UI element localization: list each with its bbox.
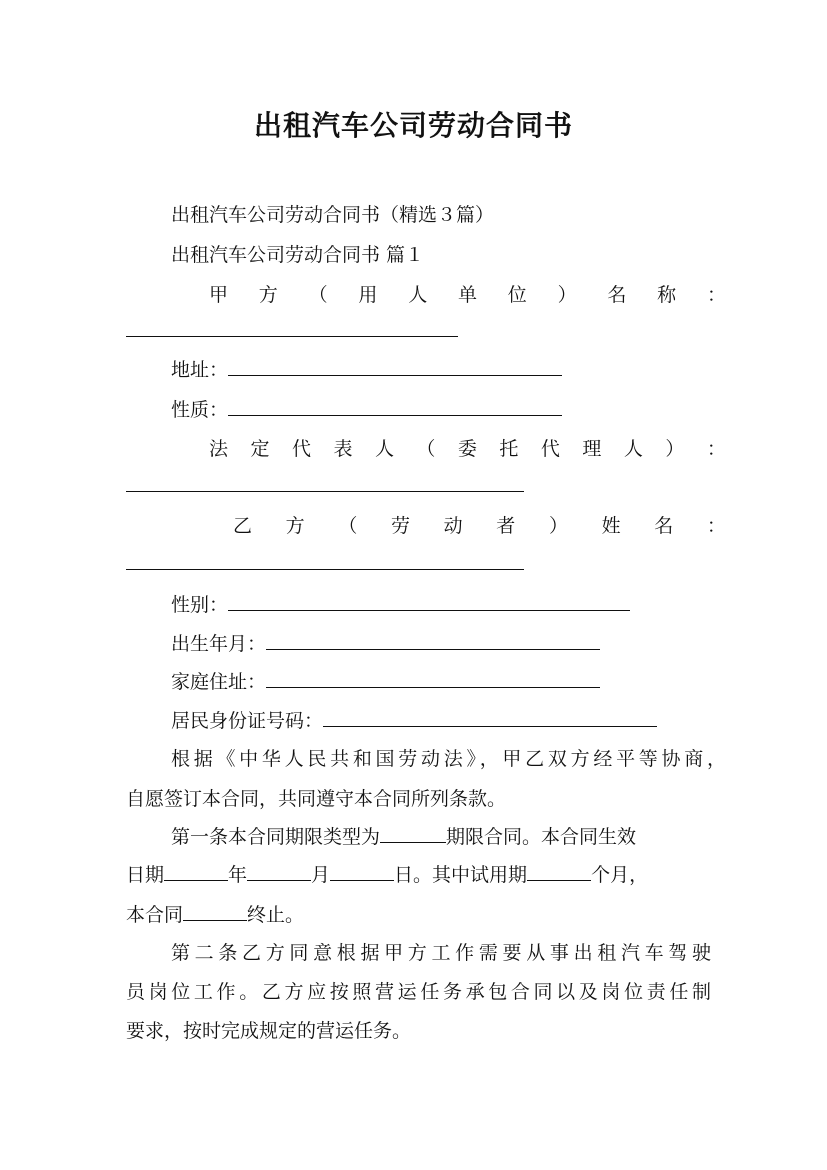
probation-label: 日。其中试用期 (394, 864, 528, 886)
article-2-line3: 要求，按时完成规定的营运任务。 (126, 1020, 412, 1042)
day-blank (330, 860, 394, 881)
legal-rep-label-char: 定 (250, 438, 270, 460)
article-1-line2 (126, 860, 726, 887)
nature-blank (228, 395, 562, 416)
party-b-label-char: 名 (654, 515, 674, 537)
party-a-label-char: 方 (258, 284, 278, 306)
legal-rep-label-char: 人 (374, 438, 394, 460)
birth-blank (266, 629, 600, 650)
year-label: 年 (228, 864, 248, 886)
party-b-label-char: 动 (443, 515, 463, 537)
party-b-name-label (233, 511, 726, 538)
address-blank (228, 355, 562, 376)
party-b-label-char: 姓 (601, 515, 621, 537)
party-a-label-char: 称 (657, 284, 677, 306)
legal-rep-label-char: 法 (209, 438, 229, 460)
party-a-label-char: 名 (607, 284, 627, 306)
party-a-name-blank (126, 336, 458, 337)
party-a-name-label (209, 280, 726, 307)
id-label: 居民身份证号码： (171, 710, 324, 732)
legal-rep-label-char: ： (706, 438, 726, 460)
party-b-label-char: 乙 (233, 515, 253, 537)
address-row (171, 355, 771, 382)
legal-rep-label-char: 代 (540, 438, 560, 460)
year-blank (164, 860, 228, 881)
legal-rep-label-char: 人 (623, 438, 643, 460)
month-blank (247, 860, 311, 881)
home-row (171, 667, 771, 694)
article-1-line1 (171, 822, 771, 849)
party-b-name-blank (126, 569, 524, 570)
legal-rep-label (209, 434, 726, 461)
home-blank (266, 667, 600, 688)
party-b-label-char: （ (338, 515, 358, 537)
party-b-label-char: 方 (285, 515, 305, 537)
article-1-line3 (126, 900, 726, 927)
paragraph-law-line1: 根据《中华人民共和国劳动法》，甲乙双方经平等协商， (171, 748, 726, 770)
address-label: 地址： (171, 359, 229, 381)
legal-rep-label-char: 理 (582, 438, 602, 460)
nature-label: 性质： (171, 399, 229, 421)
legal-rep-label-char: 表 (333, 438, 353, 460)
nature-row (171, 395, 771, 422)
gender-blank (228, 590, 630, 611)
party-a-label-char: ） (557, 284, 577, 306)
party-b-label-char: 者 (496, 515, 516, 537)
article-1-text-b: 期限合同。本合同生效 (446, 826, 637, 848)
party-b-label-char: ： (706, 515, 726, 537)
chapter-heading: 出租汽车公司劳动合同书 篇１ (171, 244, 425, 266)
home-label: 家庭住址： (171, 671, 267, 693)
gender-label: 性别： (171, 594, 229, 616)
months-label: 个月， (591, 864, 649, 886)
article-1-end-text-b: 终止。 (247, 904, 305, 926)
party-a-label-char: （ (308, 284, 328, 306)
party-a-label-char: ： (706, 284, 726, 306)
legal-rep-label-char: 代 (291, 438, 311, 460)
legal-rep-blank (126, 491, 524, 492)
id-row (171, 706, 771, 733)
article-1-text-a: 第一条本合同期限类型为 (171, 826, 381, 848)
gender-row (171, 590, 771, 617)
probation-blank (527, 860, 591, 881)
birth-label: 出生年月： (171, 633, 267, 655)
party-a-label-char: 人 (408, 284, 428, 306)
article-2-line2: 员岗位工作。乙方应按照营运任务承包合同以及岗位责任制 (126, 981, 711, 1003)
month-label: 月 (311, 864, 331, 886)
legal-rep-label-char: 托 (499, 438, 519, 460)
legal-rep-label-char: 委 (457, 438, 477, 460)
party-a-label-char: 位 (507, 284, 527, 306)
party-a-label-char: 单 (457, 284, 477, 306)
article-1-end-text-a: 本合同 (126, 904, 184, 926)
document-title: 出租汽车公司劳动合同书 (253, 109, 573, 142)
party-a-label-char: 甲 (209, 284, 229, 306)
party-b-label-char: 劳 (390, 515, 410, 537)
effective-date-label: 日期 (126, 864, 165, 886)
party-b-label-char: ） (548, 515, 568, 537)
party-a-label-char: 用 (358, 284, 378, 306)
legal-rep-label-char: ） (665, 438, 685, 460)
legal-rep-label-char: （ (416, 438, 436, 460)
end-date-blank (183, 900, 247, 921)
contract-type-blank (380, 822, 446, 843)
birth-row (171, 629, 771, 656)
article-2-line1: 第二条乙方同意根据甲方工作需要从事出租汽车驾驶 (171, 942, 711, 964)
subtitle: 出租汽车公司劳动合同书（精选３篇） (171, 204, 495, 226)
id-blank (323, 706, 657, 727)
paragraph-law-line2: 自愿签订本合同，共同遵守本合同所列条款。 (126, 788, 507, 810)
